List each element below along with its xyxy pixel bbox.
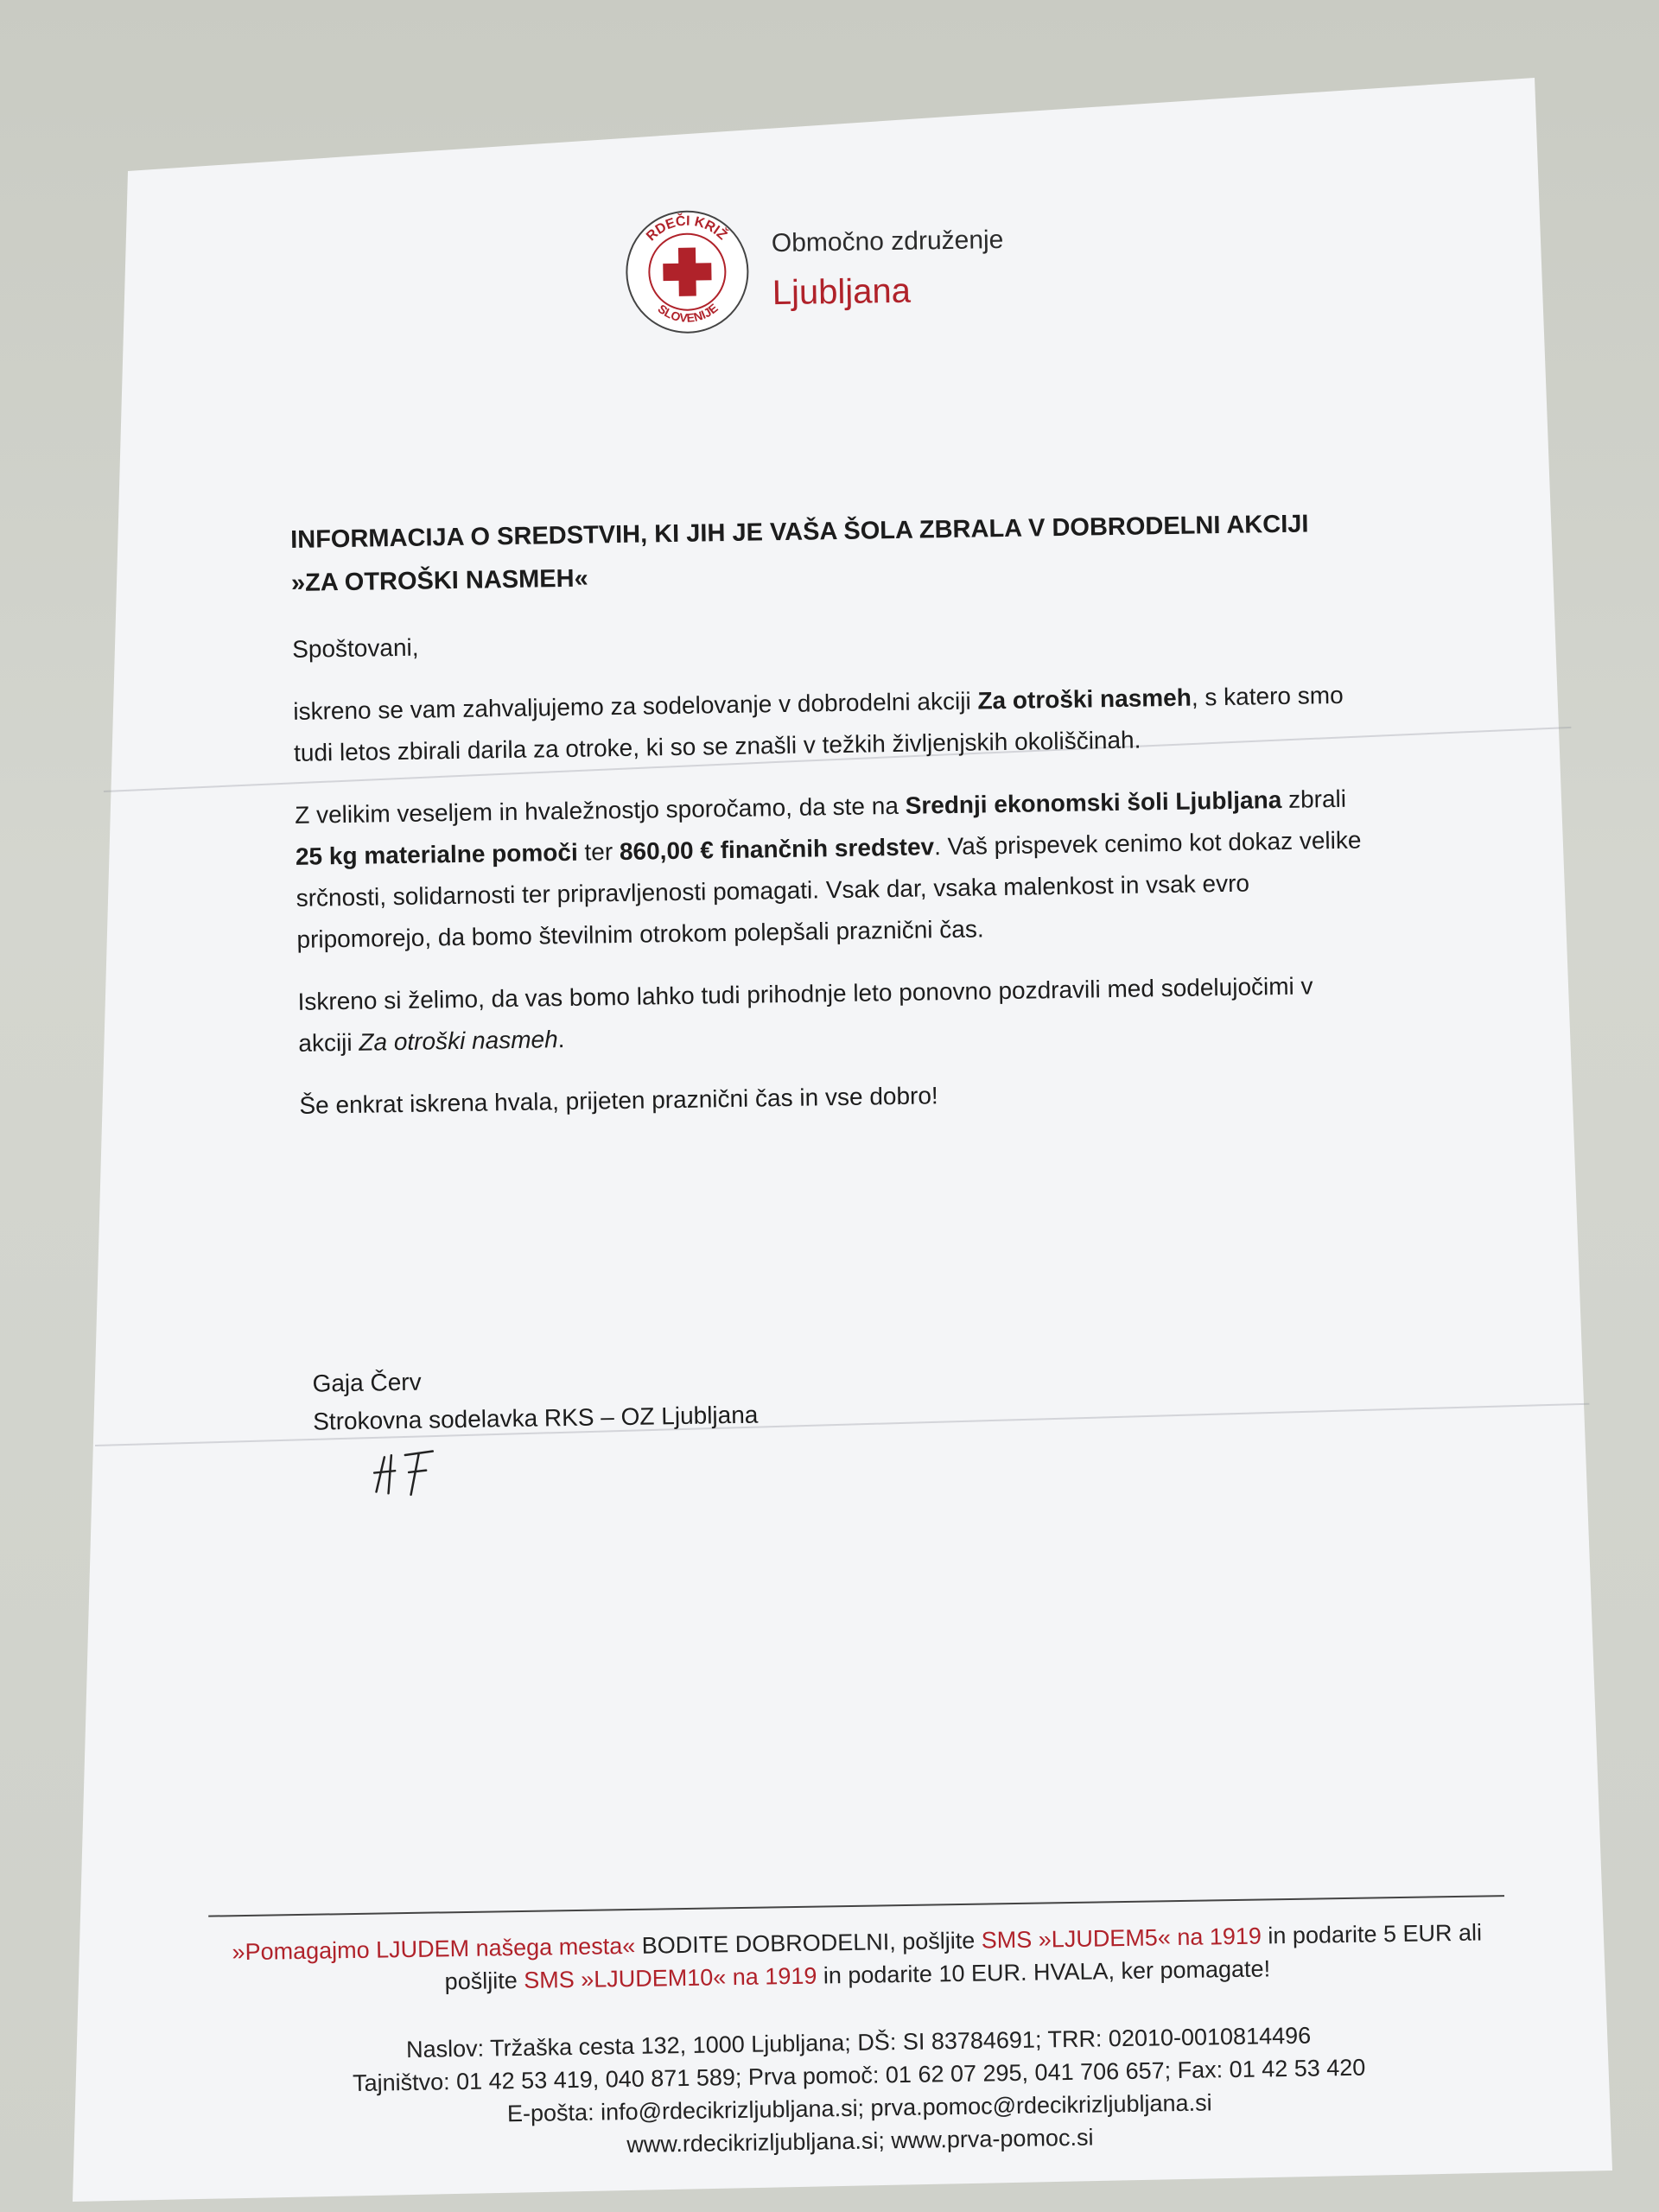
text-run: BODITE DOBRODELNI, pošljite bbox=[634, 1927, 982, 1959]
red-cross-logo bbox=[622, 207, 752, 337]
footer-phones: Tajništvo: 01 42 53 419, 040 871 589; Prva pomoč: 01 62 07 295, 041 706 657; Fax: 01 42 53 420 bbox=[352, 2054, 1366, 2097]
title-line-1: INFORMACIJA O SREDSTVIH, KI JIH JE VAŠA ŠOLA ZBRALA V DOBRODELNI AKCIJI bbox=[289, 510, 1309, 554]
text-run: zbrali bbox=[1281, 785, 1347, 813]
organization-name bbox=[772, 225, 1005, 312]
paragraph-closing: Še enkrat iskrena hvala, prijeten praznični čas in vse dobro! bbox=[299, 1082, 938, 1119]
signer-name: Gaja Červ bbox=[312, 1368, 422, 1397]
letter-body bbox=[290, 501, 1371, 1147]
text-run: Z velikim veseljem in hvaležnostjo sporočamo, da ste na bbox=[294, 791, 906, 829]
text-run: , s katero smo tudi letos zbirali darila za otroke, ki so se znašli v težkih življenjskih okoliščinah. bbox=[293, 681, 1344, 766]
greeting: Spoštovani, bbox=[291, 633, 419, 663]
sms-code-10: SMS »LJUDEM10« na 1919 bbox=[523, 1962, 817, 1993]
logo-top-text: RDEČI KRIŽ bbox=[644, 213, 730, 245]
letter-title bbox=[290, 501, 1363, 604]
signer-role: Strokovna sodelavka RKS – OZ Ljubljana bbox=[312, 1401, 759, 1435]
footer-email: E-pošta: info@rdecikrizljubljana.si; prva.pomoc@rdecikrizljubljana.si bbox=[506, 2089, 1212, 2127]
letter-document bbox=[232, 181, 1483, 2186]
funds-amount: 860,00 € finančnih sredstev bbox=[619, 833, 935, 866]
org-line-2: Ljubljana bbox=[772, 271, 912, 312]
paragraph-results bbox=[295, 778, 1369, 960]
text-run: ter bbox=[577, 838, 620, 866]
sms-code-5: SMS »LJUDEM5« na 1919 bbox=[981, 1923, 1262, 1954]
paragraph-next-year bbox=[297, 964, 1370, 1064]
campaign-slogan: »Pomagajmo LJUDEM našega mesta« bbox=[232, 1932, 636, 1966]
text-run: Iskreno si želimo, da vas bomo lahko tudi prihodnje leto ponovno pozdravili med sodelujočimi v akciji bbox=[297, 972, 1313, 1057]
letterhead bbox=[622, 203, 1005, 337]
signature-block bbox=[312, 1358, 758, 1441]
paragraph-thanks bbox=[293, 674, 1365, 773]
title-line-2: »ZA OTROŠKI NASMEH« bbox=[290, 564, 588, 597]
logo-bottom-text: SLOVENIJE bbox=[655, 301, 721, 325]
material-aid-amount: 25 kg materialne pomoči bbox=[295, 838, 578, 870]
footer-website: www.rdecikrizljubljana.si; www.prva-pomoc.si bbox=[626, 2124, 1094, 2158]
school-name: Srednji ekonomski šoli Ljubljana bbox=[905, 785, 1282, 819]
footer-divider bbox=[208, 1895, 1504, 1917]
org-line-1: Območno združenje bbox=[771, 225, 1004, 257]
text-run: in podarite 10 EUR. HVALA, ker pomagate! bbox=[817, 1955, 1271, 1989]
text-run: . bbox=[557, 1026, 565, 1053]
text-run: . Vaš prispevek cenimo kot dokaz velike srčnosti, solidarnosti ter pripravljenosti pomagati. Vsak dar, vsaka malenkost in vsak evro pripomorejo, da bomo številnim otrokom polepšali praznični čas. bbox=[296, 826, 1362, 953]
campaign-notice bbox=[209, 1916, 1506, 2002]
campaign-name-bold: Za otroški nasmeh bbox=[977, 683, 1192, 715]
handwritten-signature bbox=[365, 1440, 461, 1503]
campaign-name-italic: Za otroški nasmeh bbox=[359, 1026, 558, 1056]
letter-footer bbox=[208, 1895, 1508, 2168]
text-run: iskreno se vam zahvaljujemo za sodelovanje v dobrodelni akciji bbox=[293, 687, 978, 725]
text-run: in podarite 5 EUR ali pošljite bbox=[444, 1919, 1483, 1995]
footer-address: Naslov: Tržaška cesta 132, 1000 Ljubljana; DŠ: SI 83784691; TRR: 02010-0010814496 bbox=[405, 2022, 1312, 2063]
